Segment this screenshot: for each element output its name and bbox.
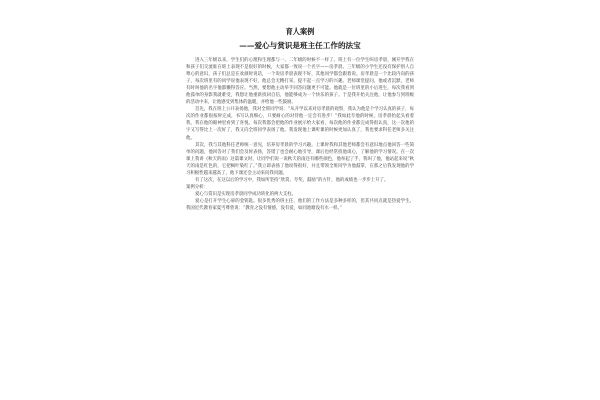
paragraph-1: 进入三年级以来，学生们的心理和生理都与一、二年级的时候不一样了。班上有一位学生叫房孝晨，刚开学我在和孩子们交流谁在班上表现不是很好的时候，大家都一致说一个名字——房孝晨。三年级的小学生还没有保护别人自尊心的意识，孩子们总是在欢颜时说话，一个说房孝晨表现不好，其他同学都会跟着说。房孝晨是一个比较内向的孩子，每次班里有的同学说他表现不好，他总会无精打采，提不起一点学习的兴趣。老师课堂提问，他或者沉默，老师有时叫他的名字他都懒得答应。当然，要想他主动举手回答问题更不可能。他就是一位班里的小后进生，每次我看到他孤单的身影我就难受，我想让他重新找回自信，他能够成为一个快乐的孩子。于是我开始关注他，让他参与到班级的活动中来，让他感受到集体的温暖，并给他一些鼓励。 bbox=[186, 58, 414, 106]
paragraph-4: 有了这次，在这以后的学习中，我如所坚持“欣赏、夸奖、鼓励”的方针，他的成绩也一步步上升了。 bbox=[195, 177, 389, 183]
analysis-paragraph-2: 爱心是打开学生心扉的金钥匙。很多优秀的班主任，他们的工作方法是多种多样的，但其共同点就是热爱学生。我国近代教育家夏丐尊曾说：“教育之没有情感，没有爱，如同池塘没有水一样。” bbox=[186, 198, 414, 211]
analysis-label: 案例分析： bbox=[186, 184, 208, 190]
document-title: 育人案例 bbox=[285, 27, 315, 36]
paragraph-3: 其次，我与其他科任老师统一意见，培养房孝晨的学习兴趣。上课时我和其他老师都会有意识地点他回答一些简单的问题，他回答对了我们会及时表扬，答错了也会耐心地引导，课后也经常找他谈心，了解他的学习情况。在一次课上我讲《秋天的雨》这篇课文时，让同学们说一说秋天的雨还有哪些颜色，他举起了手，我叫了他，他站起来说“秋天的雨是红色的，它把枫叶染红了。”我立即表扬了他说得很好，并且带领全班同学为他鼓掌，在那之后我发现他的学习积极性越来越高了，他下课还会主动来问我问题。 bbox=[186, 142, 414, 176]
document-body bbox=[186, 27, 414, 212]
analysis-paragraph-1: 爱心与赏识是实现房孝晨同学成功转化的两大支柱。 bbox=[195, 191, 296, 197]
document-subtitle: ——爱心与赏识是班主任工作的法宝 bbox=[239, 41, 361, 50]
paragraph-2: 首先，我在班上公开表扬他，我对全班同学说：“从开学以来对房孝晨的观察，我认为他是个学习认真的孩子，每次的作业都很按时完成，书写认真细心，只要耐心的对待他一定会有进步！”我如此夸他的时候，房孝晨抬起头看着我，我在他的眼神里看到了喜悦。每次我都会把他的作业展示给大家看，每次他的作业都完成得很认真，这一次他的字又写得比上一次好了，我又向全班同学表扬了他。我发现他上课听课的时候更加认真了，我也要求科任老师多关注他。 bbox=[186, 107, 414, 141]
